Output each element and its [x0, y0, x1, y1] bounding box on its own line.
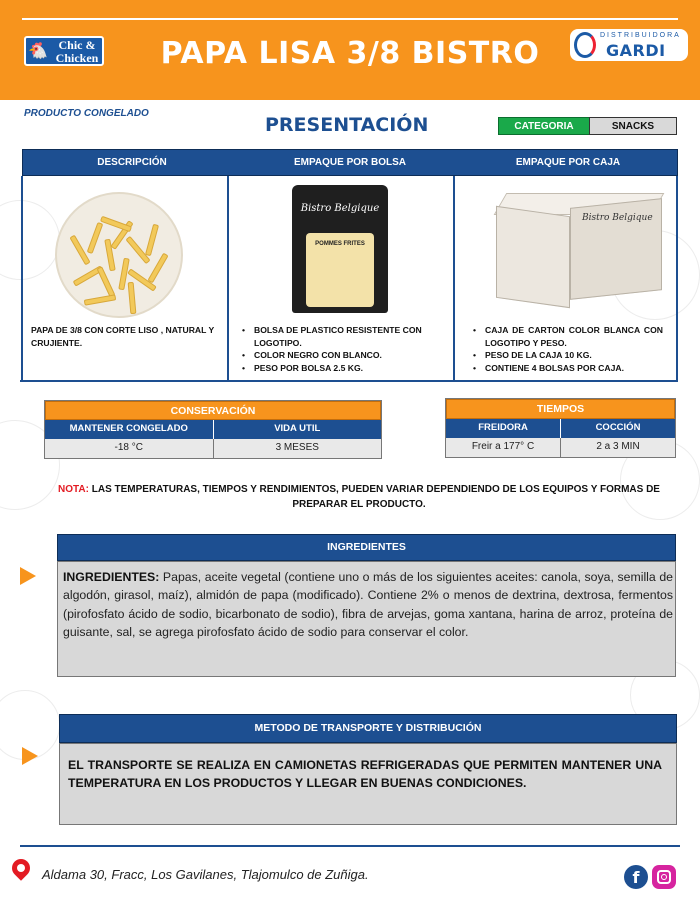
ingredients-header: INGREDIENTES [57, 534, 676, 561]
list-item: • PESO POR BOLSA 2.5 KG. [242, 362, 442, 375]
box-brand: Bistro Belgique [582, 213, 653, 223]
fry-piece [145, 224, 159, 256]
presentation-title: PRESENTACIÓN [265, 114, 429, 136]
list-item: • CONTIENE 4 BOLSAS POR CAJA. [473, 362, 663, 375]
box-packaging-list [473, 324, 663, 374]
column-divider [453, 176, 455, 380]
cooking-time: 2 a 3 MIN [596, 441, 640, 452]
list-item: • BOLSA DE PLASTICO RESISTENTE CON LOGOTIPO. [242, 324, 442, 349]
column-divider [676, 176, 678, 380]
ingredients-label: INGREDIENTES: [63, 570, 160, 584]
header-fryer: FREIDORA [446, 419, 561, 438]
fry-piece [128, 282, 137, 314]
gardi-logo-big: GARDI [606, 41, 666, 60]
note-text: LAS TEMPERATURAS, TIEMPOS Y RENDIMIENTOS, PUEDEN VARIAR DEPENDIENDO DE LOS EQUIPOS Y FORMAS DE PREPARAR EL PRODUCTO. [91, 484, 660, 510]
footer-divider [20, 845, 680, 847]
fry-piece [97, 266, 116, 298]
chicken-icon: 🐔 [28, 43, 48, 60]
fry-piece [87, 222, 104, 254]
instagram-icon[interactable] [652, 865, 676, 889]
header-banner [0, 0, 700, 100]
conservation-value-row [45, 439, 381, 458]
gardi-mark-icon [574, 32, 596, 58]
list-item: • PESO DE LA CAJA 10 KG. [473, 349, 663, 362]
bag-brand: Bistro Belgique [300, 203, 380, 214]
header-frozen: MANTENER CONGELADO [45, 420, 214, 439]
ingredients-text [63, 568, 673, 642]
ingredients-list: Papas, aceite vegetal (contiene uno o más de los siguientes aceites: canola, soya, semilla de algodón, girasol, maíz), almidón de papa (modificado). Contiene 2% o menos de dextrina, dextrosa, fermentos (pirofosfato ácido de sodio, bicarbonato de sodio), fibra de arvejas, goma xantana, harina de arroz, proteína de guisante, sal, se agrega pirofosfato ácido de sodio para conservar el color. [63, 570, 673, 640]
page-title: PAPA LISA 3/8 BISTRO [160, 36, 540, 71]
description-text [31, 324, 225, 349]
bag-label: POMMES FRITES [315, 241, 365, 247]
fry-piece [84, 294, 117, 305]
arrow-icon [22, 747, 38, 765]
fry-piece [147, 253, 168, 284]
gardi-logo [570, 29, 688, 61]
box-front [496, 206, 570, 308]
conservation-title: CONSERVACIÓN [45, 401, 381, 420]
address: Aldama 30, Fracc, Los Gavilanes, Tlajomulco de Zuñiga. [42, 867, 369, 882]
conservation-header-row [45, 420, 381, 439]
category-value: SNACKS [589, 117, 677, 135]
header-shelf-life: VIDA UTIL [274, 423, 321, 434]
fryer-temperature: Freir a 177° C [446, 438, 561, 457]
shelf-life: 3 MESES [275, 442, 319, 453]
times-title: TIEMPOS [446, 399, 675, 419]
transport-header: METODO DE TRANSPORTE Y DISTRIBUCIÓN [59, 714, 677, 743]
header-box-packaging: EMPAQUE POR CAJA [515, 157, 621, 168]
presentation-header-row [22, 149, 678, 176]
header-bag-packaging: EMPAQUE POR BOLSA [293, 157, 407, 168]
product-type: PRODUCTO CONGELADO [24, 108, 149, 119]
transport-text: EL TRANSPORTE SE REALIZA EN CAMIONETAS REFRIGERADAS QUE PERMITEN MANTENER UNA TEMPERATURA EN LOS PRODUCTOS Y LLEGAR EN BUENAS CONDICIONES. [68, 758, 662, 790]
logo-left-text: Chic & Chicken [55, 38, 99, 65]
background-doodle [0, 200, 60, 280]
column-divider [21, 176, 23, 380]
category-label: CATEGORIA [498, 117, 590, 135]
header-cooking: COCCIÓN [595, 422, 641, 433]
fries-plate-image [55, 192, 183, 318]
facebook-icon[interactable]: f [624, 865, 648, 889]
bag-packaging-list [242, 324, 442, 374]
conservation-table [44, 400, 382, 459]
header-description: DESCRIPCIÓN [97, 157, 167, 168]
times-table [445, 398, 676, 458]
bag-image [292, 185, 388, 313]
note-label: NOTA: [58, 484, 89, 495]
list-item: • COLOR NEGRO CON BLANCO. [242, 349, 442, 362]
frozen-temperature: -18 °C [45, 439, 214, 458]
times-value-row [446, 438, 675, 457]
column-divider [227, 176, 229, 380]
description-value: PAPA DE 3/8 CON CORTE LISO , NATURAL Y CRUJIENTE. [31, 325, 215, 348]
fry-piece [100, 216, 132, 233]
arrow-icon [20, 567, 36, 585]
header-divider [22, 18, 678, 20]
list-item: • CAJA DE CARTON COLOR BLANCA CON LOGOTIPO Y PESO. [473, 324, 663, 349]
box-image [496, 193, 662, 305]
times-header-row [446, 419, 675, 438]
note [56, 482, 662, 512]
gardi-logo-small: DISTRIBUIDORA [600, 32, 681, 39]
location-pin-icon [8, 855, 33, 880]
presentation-bottom-divider [20, 380, 678, 382]
